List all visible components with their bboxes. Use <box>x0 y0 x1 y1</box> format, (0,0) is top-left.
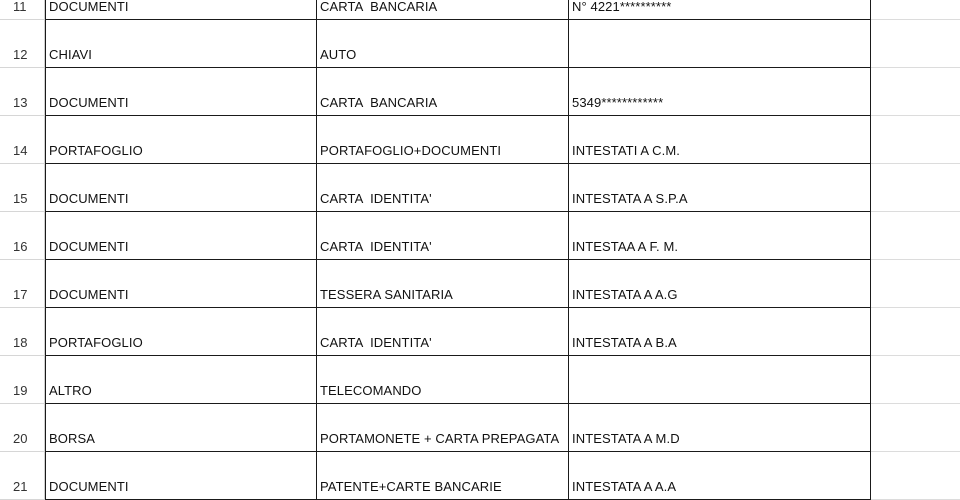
row-header[interactable] <box>0 404 45 452</box>
cell-text: CARTA IDENTITA' <box>320 191 432 206</box>
cell-empty[interactable] <box>871 212 960 260</box>
cell-detail[interactable] <box>569 164 871 212</box>
cell-detail[interactable] <box>569 68 871 116</box>
cell-category[interactable] <box>45 20 317 68</box>
row-number: 11 <box>13 0 27 14</box>
cell-empty[interactable] <box>871 452 960 500</box>
cell-empty[interactable] <box>871 0 960 20</box>
cell-text: CARTA BANCARIA <box>320 95 438 110</box>
row-number: 13 <box>13 95 28 110</box>
row-number: 14 <box>13 143 28 158</box>
cell-category[interactable] <box>45 68 317 116</box>
cell-text: CHIAVI <box>49 47 92 62</box>
cell-text: ALTRO <box>49 383 92 398</box>
cell-category[interactable] <box>45 260 317 308</box>
table-row <box>0 260 960 308</box>
cell-text: 5349************ <box>572 95 664 110</box>
cell-text: CARTA BANCARIA <box>320 0 438 14</box>
row-number: 12 <box>13 47 28 62</box>
cell-empty[interactable] <box>871 404 960 452</box>
cell-item[interactable] <box>317 452 569 500</box>
cell-text: INTESTATA A A.G <box>572 287 678 302</box>
cell-text: INTESTATA A S.P.A <box>572 191 688 206</box>
cell-category[interactable] <box>45 0 317 20</box>
cell-category[interactable] <box>45 164 317 212</box>
cell-empty[interactable] <box>871 68 960 116</box>
row-number: 17 <box>13 287 28 302</box>
table-row <box>0 20 960 68</box>
cell-text: PORTAFOGLIO <box>49 143 143 158</box>
cell-empty[interactable] <box>871 164 960 212</box>
row-header[interactable] <box>0 68 45 116</box>
row-number: 21 <box>13 479 28 494</box>
row-header[interactable] <box>0 356 45 404</box>
cell-empty[interactable] <box>871 308 960 356</box>
table-row <box>0 452 960 500</box>
cell-text: PORTAFOGLIO <box>49 335 143 350</box>
row-header[interactable] <box>0 164 45 212</box>
table-row <box>0 68 960 116</box>
row-header[interactable] <box>0 0 45 20</box>
cell-category[interactable] <box>45 212 317 260</box>
cell-text: DOCUMENTI <box>49 191 129 206</box>
cell-text: DOCUMENTI <box>49 239 129 254</box>
cell-text: DOCUMENTI <box>49 0 129 14</box>
cell-detail[interactable] <box>569 308 871 356</box>
cell-category[interactable] <box>45 116 317 164</box>
cell-item[interactable] <box>317 116 569 164</box>
cell-item[interactable] <box>317 164 569 212</box>
table-row <box>0 116 960 164</box>
cell-text: CARTA IDENTITA' <box>320 239 432 254</box>
cell-text: DOCUMENTI <box>49 287 129 302</box>
cell-empty[interactable] <box>871 20 960 68</box>
cell-text: TESSERA SANITARIA <box>320 287 453 302</box>
cell-detail[interactable] <box>569 260 871 308</box>
cell-text: INTESTATA A A.A <box>572 479 677 494</box>
row-number: 15 <box>13 191 28 206</box>
cell-detail[interactable] <box>569 116 871 164</box>
cell-detail[interactable] <box>569 356 871 404</box>
cell-text: DOCUMENTI <box>49 95 129 110</box>
cell-text: N° 4221********** <box>572 0 672 14</box>
cell-item[interactable] <box>317 68 569 116</box>
table-row <box>0 308 960 356</box>
table-row <box>0 404 960 452</box>
table-row <box>0 356 960 404</box>
cell-category[interactable] <box>45 452 317 500</box>
cell-detail[interactable] <box>569 452 871 500</box>
cell-detail[interactable] <box>569 20 871 68</box>
cell-item[interactable] <box>317 20 569 68</box>
cell-empty[interactable] <box>871 116 960 164</box>
cell-text: INTESTATA A B.A <box>572 335 677 350</box>
row-header[interactable] <box>0 308 45 356</box>
cell-text: CARTA IDENTITA' <box>320 335 432 350</box>
cell-text: DOCUMENTI <box>49 479 129 494</box>
cell-text: PATENTE+CARTE BANCARIE <box>320 479 502 494</box>
cell-item[interactable] <box>317 308 569 356</box>
row-header[interactable] <box>0 116 45 164</box>
cell-item[interactable] <box>317 356 569 404</box>
cell-text: PORTAFOGLIO+DOCUMENTI <box>320 143 502 158</box>
cell-item[interactable] <box>317 260 569 308</box>
cell-category[interactable] <box>45 308 317 356</box>
cell-detail[interactable] <box>569 404 871 452</box>
row-header[interactable] <box>0 212 45 260</box>
cell-detail[interactable] <box>569 0 871 20</box>
cell-category[interactable] <box>45 356 317 404</box>
cell-empty[interactable] <box>871 260 960 308</box>
cell-empty[interactable] <box>871 356 960 404</box>
cell-text: INTESTATA A M.D <box>572 431 680 446</box>
cell-detail[interactable] <box>569 212 871 260</box>
cell-text: INTESTATI A C.M. <box>572 143 681 158</box>
table-row <box>0 0 960 20</box>
cell-item[interactable] <box>317 0 569 20</box>
row-header[interactable] <box>0 452 45 500</box>
cell-text: PORTAMONETE + CARTA PREPAGATA <box>320 431 560 446</box>
row-number: 16 <box>13 239 28 254</box>
cell-text: INTESTAA A F. M. <box>572 239 679 254</box>
row-number: 18 <box>13 335 28 350</box>
cell-category[interactable] <box>45 404 317 452</box>
cell-item[interactable] <box>317 212 569 260</box>
cell-text: TELECOMANDO <box>320 383 422 398</box>
row-number: 19 <box>13 383 28 398</box>
cell-text: BORSA <box>49 431 96 446</box>
table-row <box>0 164 960 212</box>
cell-item[interactable] <box>317 404 569 452</box>
row-header[interactable] <box>0 20 45 68</box>
cell-text: AUTO <box>320 47 357 62</box>
table-row <box>0 212 960 260</box>
row-number: 20 <box>13 431 28 446</box>
row-header[interactable] <box>0 260 45 308</box>
